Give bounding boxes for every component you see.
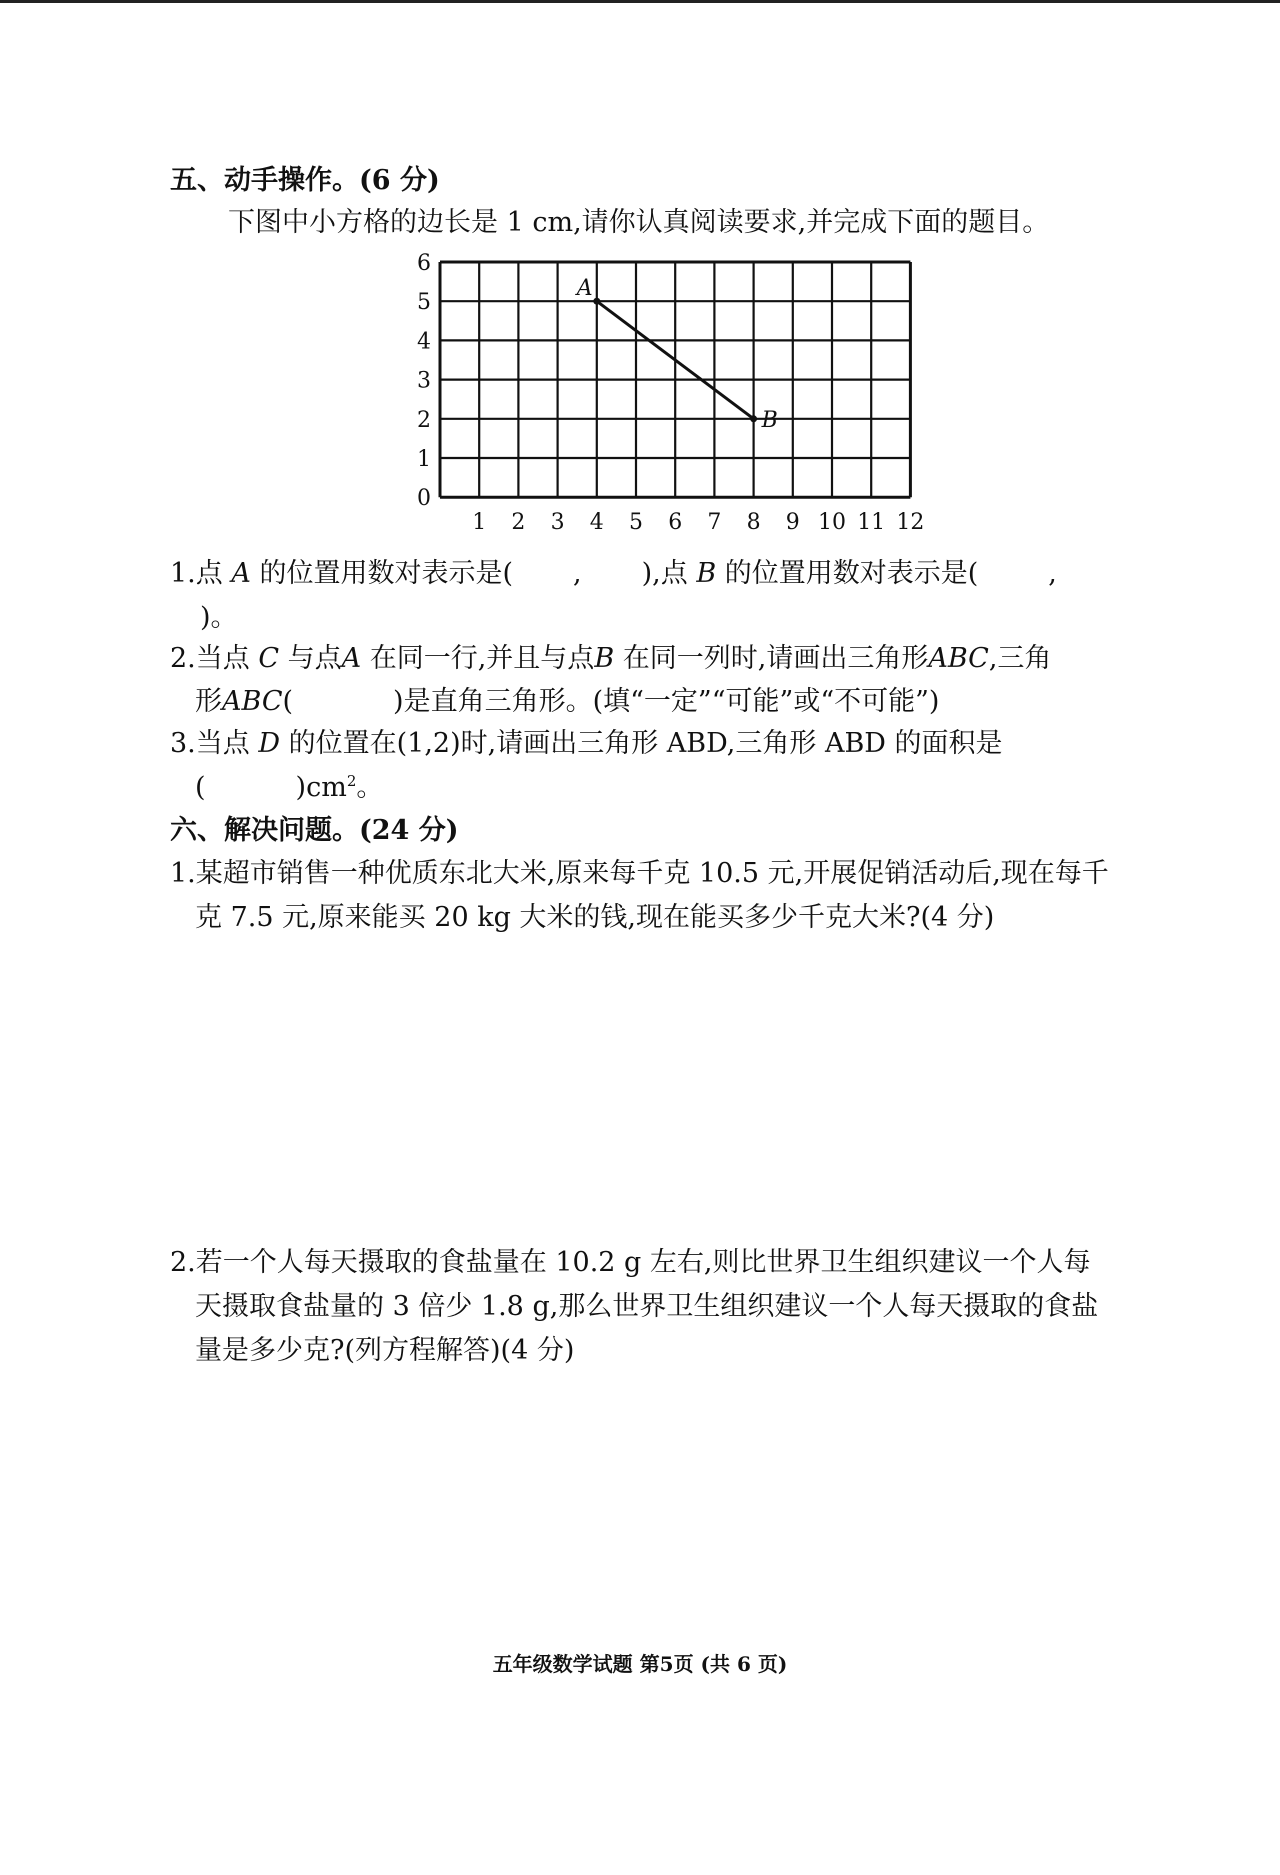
s5-q1-line1: 1.点 A 的位置用数对表示是( , ),点 B 的位置用数对表示是( , [170, 558, 1057, 589]
point-a [593, 298, 600, 305]
page-footer: 五年级数学试题 第5页 (共 6 页) [492, 1652, 788, 1676]
x-tick-label: 6 [668, 510, 683, 536]
section5-title: 五、动手操作。(6 分) [170, 165, 440, 196]
point-label-a: A [576, 276, 593, 302]
x-tick-label: 3 [550, 510, 565, 536]
x-tick-label: 4 [589, 510, 604, 536]
y-tick-label: 2 [417, 407, 431, 433]
s6-q1-line1: 1.某超市销售一种优质东北大米,原来每千克 10.5 元,开展促销活动后,现在每千 [170, 858, 1109, 889]
y-tick-label: 5 [417, 290, 431, 316]
s5-q2-line2: 形ABC( )是直角三角形。(填“一定”“可能”或“不可能”) [195, 686, 940, 717]
s5-q2-line1: 2.当点 C 与点A 在同一行,并且与点B 在同一列时,请画出三角形ABC,三角 [170, 643, 1052, 674]
s6-q2-line3: 量是多少克?(列方程解答)(4 分) [195, 1335, 575, 1366]
x-tick-label: 11 [857, 510, 886, 536]
y-tick-label: 0 [417, 486, 431, 512]
s5-q3-line1: 3.当点 D 的位置在(1,2)时,请画出三角形 ABD,三角形 ABD 的面积是 [170, 728, 1003, 759]
point-b [750, 415, 757, 422]
section6-title: 六、解决问题。(24 分) [170, 815, 459, 846]
top-border [0, 0, 1280, 3]
s6-q1-line2: 克 7.5 元,原来能买 20 kg 大米的钱,现在能买多少千克大米?(4 分) [195, 902, 995, 933]
x-tick-label: 1 [472, 510, 487, 536]
s5-q3-line2: ( )$cm^2$。 [195, 772, 384, 803]
s5-q1-line2: )。 [200, 602, 238, 633]
y-tick-label: 6 [417, 251, 431, 276]
y-tick-label: 4 [417, 329, 431, 355]
s6-q2-line2: 天摄取食盐量的 3 倍少 1.8 g,那么世界卫生组织建议一个人每天摄取的食盐 [195, 1291, 1099, 1322]
x-tick-label: 8 [746, 510, 761, 536]
y-tick-label: 3 [417, 368, 431, 394]
point-label-b: B [761, 407, 778, 433]
x-tick-label: 9 [785, 510, 800, 536]
x-tick-label: 2 [511, 510, 526, 536]
x-tick-label: 12 [896, 510, 925, 536]
section5-intro: 下图中小方格的边长是 1 cm,请你认真阅读要求,并完成下面的题目。 [228, 207, 1050, 238]
s6-q2-line1: 2.若一个人每天摄取的食盐量在 10.2 g 左右,则比世界卫生组织建议一个人每 [170, 1247, 1091, 1278]
x-tick-label: 5 [629, 510, 643, 536]
x-tick-label: 10 [818, 510, 846, 536]
x-tick-label: 7 [707, 510, 722, 536]
coordinate-grid [417, 250, 930, 550]
y-tick-label: 1 [417, 447, 431, 472]
